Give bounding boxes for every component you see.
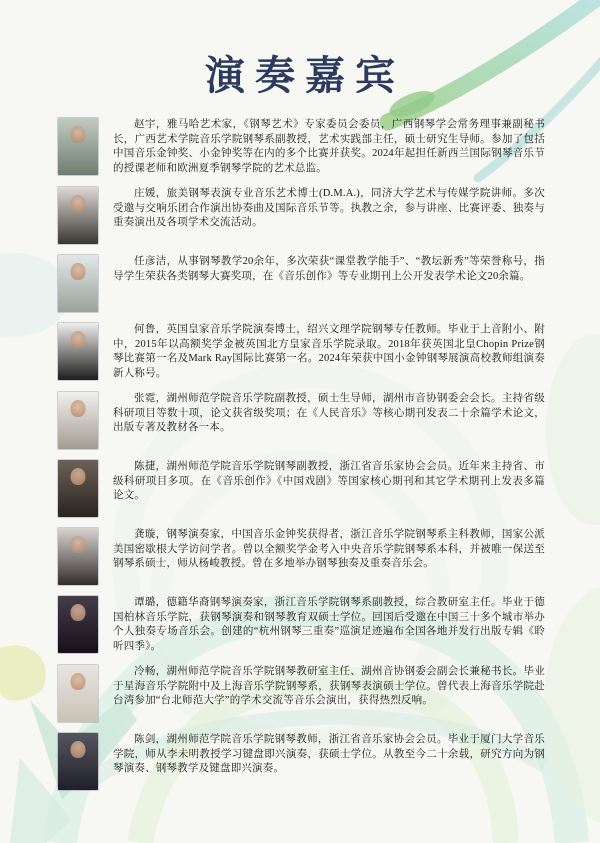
guest-photo [58, 665, 98, 722]
guest-photo [58, 323, 98, 380]
guest-name: 庄媛 [134, 188, 156, 199]
guest-bio [113, 460, 545, 504]
guest-entry [58, 323, 545, 381]
guest-entry [58, 665, 545, 722]
guest-bio-text: ，湖州师范学院音乐学院钢琴副教授，浙江省音乐家协会会员。近年来主持省、市级科研项目多项。在《音乐创作》《中国戏剧》等国家核心期刊和其它学术期刊上发表多篇论文。 [113, 461, 545, 501]
guest-photo [58, 460, 98, 517]
guest-name: 陈剑 [134, 734, 156, 745]
guest-entry [58, 255, 545, 312]
guest-bio [113, 596, 545, 654]
guest-name: 何鲁 [134, 324, 156, 335]
guest-bio-text: ，钢琴演奏家，中国音乐金钟奖获得者，浙江音乐学院钢琴系主科教师，国家公派美国密歇根大学访问学者。曾以全额奖学金考入中央音乐学院钢琴系本科，并被唯一保送至钢琴系硕士，师从杨峻教授。曾在多地举办钢琴独奏及重奏音乐会。 [113, 529, 545, 569]
guest-entry [58, 528, 545, 585]
guest-entry [58, 733, 545, 790]
guest-entry [58, 118, 545, 176]
guest-name: 赵宇 [134, 119, 156, 130]
guest-entry [58, 596, 545, 654]
guest-name: 张霓 [134, 393, 156, 404]
guest-bio [113, 255, 545, 284]
guest-bio [113, 733, 545, 777]
guest-bio-text: ，雅马哈艺术家，《钢琴艺术》专家委员会委员，广西钢琴学会常务理事兼副秘书长，广西艺术学院音乐学院钢琴系副教授，艺术实践部主任，硕士研究生导师。参加了包括中国音乐金钟奖、小金钟奖等在内的多个比赛并获奖。2024年起担任新西兰国际钢琴音乐节的授课老师和欧洲夏季钢琴学院的艺术总监。 [113, 119, 545, 174]
guest-bio [113, 392, 545, 436]
guest-bio [113, 665, 545, 709]
guest-bio [113, 187, 545, 231]
guest-entry [58, 187, 545, 244]
guest-photo [58, 187, 98, 244]
guest-photo [58, 528, 98, 585]
guest-bio-text: ，湖州师范学院音乐学院钢琴教师，浙江省音乐家协会会员。毕业于厦门大学音乐学院，师从李未明教授学习键盘即兴演奏，获硕士学位。从教至今二十余载，研究方向为钢琴演奏、钢琴教学及键盘即兴演奏。 [113, 734, 545, 774]
guest-name: 冷畅 [134, 666, 156, 677]
guest-bio-text: ，德籍华裔钢琴演奏家，浙江音乐学院钢琴系副教授，综合教研室主任。毕业于德国柏林音乐学院，获钢琴演奏和钢琴教育双硕士学位。回国后受邀在中国三十多个城市举办个人独奏专场音乐会。创建的“杭州钢琴三重奏”巡演足迹遍布全国各地并发行出版专辑《聆听四季》。 [113, 597, 545, 652]
guest-photo [58, 596, 98, 653]
guest-bio-text: ，从事钢琴教学20余年，多次荣获“课堂教学能手”、“教坛新秀”等荣誉称号，指导学生荣获各类钢琴大赛奖项，在《音乐创作》等专业期刊上公开发表学术论文20余篇。 [113, 256, 545, 282]
guest-entry [58, 460, 545, 517]
guest-bio-text: ，湖州师范学院音乐学院副教授，硕士生导师，湖州市音协钢委会会长。主持省级科研项目等数十项，论文获省级奖项；在《人民音乐》等核心期刊发表二十余篇学术论文，出版专著及教材各一本。 [113, 393, 545, 433]
guest-bio-text: ，湖州师范学院音乐学院钢琴教研室主任、湖州音协钢委会副会长兼秘书长。毕业于星海音乐学院附中及上海音乐学院钢琴系，获钢琴表演硕士学位。曾代表上海音乐学院赴台湾参加“台北师范大学”的学术交流等音乐会演出，获得热烈反响。 [113, 666, 545, 706]
guest-bio [113, 323, 545, 381]
page-title: 演奏嘉宾 [205, 53, 405, 98]
guest-photo [58, 118, 98, 175]
guest-bio [113, 118, 545, 176]
guest-name: 龚璇 [134, 529, 156, 540]
guest-bio-text: ，英国皇家音乐学院演奏博士，绍兴文理学院钢琴专任教师。毕业于上音附小、附中，2015年以高额奖学金被英国北方皇家音乐学院录取。2018年获英国北皇Chopin Prize钢琴比赛第一名及Mark Ray国际比赛第一名。2024年荣获中国小金钟钢琴展演高校教师组演奏新人称号。 [113, 324, 545, 379]
guest-photo [58, 733, 98, 790]
guest-list [0, 101, 600, 790]
guest-entry [58, 392, 545, 449]
guest-name: 陈捷 [134, 461, 156, 472]
guest-name: 谭璐 [134, 597, 156, 608]
guest-name: 任彦洁 [134, 256, 167, 267]
guest-bio [113, 528, 545, 572]
guest-bio-text: ，旅美钢琴表演专业音乐艺术博士(D.M.A.)，同济大学艺术与传媒学院讲师。多次受邀与交响乐团合作演出协奏曲及国际音乐节等。执教之余，参与讲座、比赛评委、独奏与重奏演出及各项学术交流活动。 [113, 188, 546, 228]
guest-photo [58, 392, 98, 449]
guest-photo [58, 255, 98, 312]
